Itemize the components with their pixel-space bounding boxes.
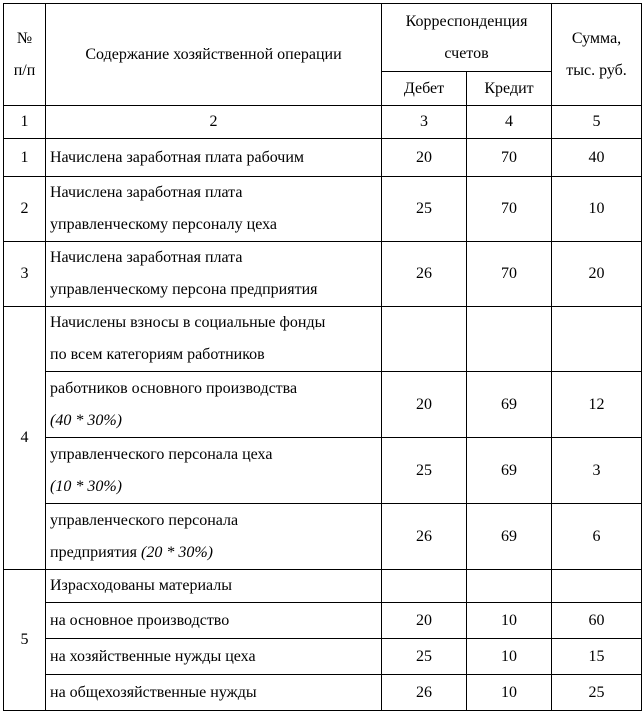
table-row [4,139,642,177]
credit-cell [467,570,552,603]
row-number: 4 [4,307,46,570]
table-row [4,603,642,639]
operation-text: Израсходованы материалы [46,570,382,603]
sum-cell: 12 [552,372,642,438]
col-number: 3 [382,106,467,139]
sum-cell [552,307,642,372]
table-row [4,372,642,438]
debit-cell [382,307,467,372]
table-row [4,307,642,372]
operation-text: управленческого персонала цеха (10 * 30%) [46,438,382,504]
sum-cell: 10 [552,177,642,242]
debit-cell: 25 [382,639,467,675]
sum-cell: 20 [552,242,642,307]
sum-cell: 6 [552,504,642,570]
table-row [4,504,642,570]
row-number: 1 [4,139,46,177]
debit-cell: 26 [382,675,467,711]
credit-cell: 70 [467,177,552,242]
table-row [4,242,642,307]
debit-cell: 25 [382,177,467,242]
col-number: 5 [552,106,642,139]
sum-cell: 15 [552,639,642,675]
sum-cell: 25 [552,675,642,711]
debit-cell: 20 [382,372,467,438]
col-number: 2 [46,106,382,139]
debit-cell: 26 [382,242,467,307]
header-debit: Дебет [382,72,467,106]
header-credit: Кредит [467,72,552,106]
table-row [4,177,642,242]
row-number: 5 [4,570,46,711]
table-row [4,675,642,711]
credit-cell: 69 [467,504,552,570]
table-row [4,438,642,504]
credit-cell: 10 [467,639,552,675]
operation-text: управленческого персонала предприятия (20 * 30%) [46,504,382,570]
header-content: Содержание хозяйственной операции [46,4,382,106]
operation-text: Начислена заработная плата управленческому персоналу цеха [46,177,382,242]
debit-cell: 20 [382,603,467,639]
sum-cell: 40 [552,139,642,177]
col-number: 4 [467,106,552,139]
column-number-row [4,106,642,139]
debit-cell [382,570,467,603]
header-sum: Сумма, тыс. руб. [552,4,642,106]
sum-cell: 60 [552,603,642,639]
operation-text: на хозяйственные нужды цеха [46,639,382,675]
debit-cell: 20 [382,139,467,177]
credit-cell: 70 [467,139,552,177]
operation-text: Начислены взносы в социальные фонды по всем категориям работников [46,307,382,372]
row-number: 2 [4,177,46,242]
debit-cell: 26 [382,504,467,570]
row-number: 3 [4,242,46,307]
operation-text: работников основного производства (40 * 30%) [46,372,382,438]
header-correspondence: Корреспонденция счетов [382,4,552,72]
table-row [4,570,642,603]
col-number: 1 [4,106,46,139]
operation-text: Начислена заработная плата управленческому персона предприятия [46,242,382,307]
header-no: № п/п [4,4,46,106]
ledger-table [3,3,642,711]
operation-text: Начислена заработная плата рабочим [46,139,382,177]
sum-cell: 3 [552,438,642,504]
operation-text: на общехозяйственные нужды [46,675,382,711]
credit-cell: 69 [467,438,552,504]
credit-cell: 10 [467,675,552,711]
credit-cell: 10 [467,603,552,639]
credit-cell: 69 [467,372,552,438]
debit-cell: 25 [382,438,467,504]
credit-cell [467,307,552,372]
operation-text: на основное производство [46,603,382,639]
table-row [4,639,642,675]
credit-cell: 70 [467,242,552,307]
sum-cell [552,570,642,603]
